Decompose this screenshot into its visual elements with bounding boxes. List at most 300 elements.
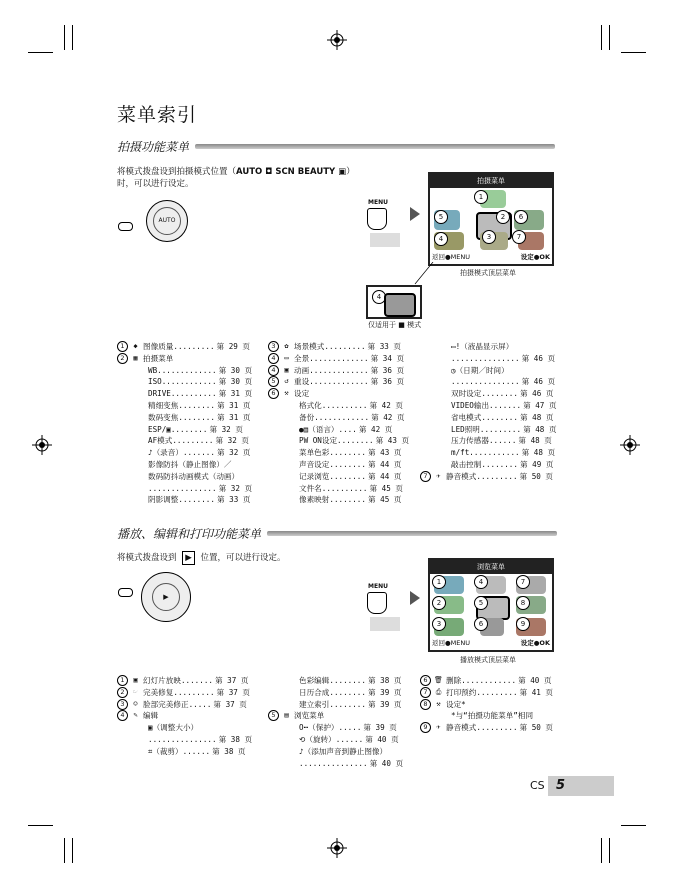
entry-dots: .............: [157, 365, 217, 375]
entry-indent: [117, 365, 131, 377]
entry-page: 第 48 页: [523, 424, 557, 434]
entry-icon: [282, 722, 296, 734]
index-entry: [117, 710, 252, 722]
entry-indent: [117, 734, 131, 746]
screen-title: 浏览菜单: [430, 560, 552, 574]
menu-button-icon: [367, 208, 387, 230]
index-entry: [268, 710, 403, 722]
index-entry: [268, 459, 409, 471]
entry-icon: ▭: [284, 353, 289, 362]
shutter-button-icon: [118, 588, 133, 597]
entry-dots: ........: [329, 471, 366, 481]
language-code: CS: [530, 779, 545, 792]
entry-dots: ........: [170, 424, 208, 434]
playback-icon: ▶: [182, 551, 195, 565]
set-label: 设定●OK: [520, 253, 550, 261]
entry-indent: [420, 435, 434, 447]
callout-7: 7: [512, 230, 526, 244]
entry-dots: .........: [173, 687, 215, 697]
index-entry: [117, 483, 252, 495]
entry-page: 第 46 页: [521, 353, 556, 363]
entry-label: 幻灯片放映: [143, 676, 181, 685]
entry-indent: [420, 424, 434, 436]
entry-icon: [131, 388, 145, 400]
index-entry: [117, 687, 252, 699]
index-entry: [117, 746, 252, 758]
index-entry: [420, 376, 557, 388]
movie-tile: [384, 293, 416, 317]
entry-indent: [420, 412, 434, 424]
index-entry: [117, 341, 252, 353]
entry-dots: .....: [188, 699, 212, 709]
entry-page: 第 37 页: [214, 676, 249, 685]
entry-icon: ☞: [133, 687, 138, 696]
entry-page: 第 37 页: [213, 699, 247, 709]
entry-indent: [268, 722, 282, 734]
crop-mark: [621, 52, 646, 53]
entry-page: 第 32 页: [215, 436, 249, 446]
index-entry: [117, 675, 252, 687]
entry-dots: .........: [476, 687, 518, 697]
movie-inset-screen: [366, 285, 422, 319]
crop-mark: [609, 25, 610, 50]
entry-icon: ⎙: [435, 687, 442, 696]
index-entry: [268, 471, 409, 483]
entry-page: 第 40 页: [369, 758, 404, 768]
entry-page: 第 44 页: [367, 459, 402, 469]
playback-index-col2: [268, 675, 403, 769]
index-entry: [268, 734, 403, 746]
entry-label: 设定*: [446, 699, 466, 709]
entry-page: 第 39 页: [367, 687, 402, 697]
entry-icon: [434, 388, 448, 400]
entry-label: 敲击控制: [451, 459, 482, 469]
arrow-right-icon: [410, 207, 420, 221]
entry-icon: [131, 734, 145, 746]
index-entry: [420, 722, 553, 734]
index-entry: [268, 400, 409, 412]
index-entry: [117, 424, 252, 436]
entry-indent: [268, 400, 282, 412]
entry-icon: [434, 412, 448, 424]
entry-indent: [117, 471, 131, 483]
entry-icon: [434, 710, 448, 722]
entry-indent: [268, 412, 282, 424]
movie-caption: 仅适用于 ■ 模式: [368, 321, 422, 329]
entry-indent: [268, 758, 282, 770]
index-entry: [268, 675, 403, 687]
entry-icon: [282, 494, 296, 506]
entry-page: 第 40 页: [365, 734, 399, 744]
section2-intro: [117, 551, 285, 565]
callout-6: 6: [474, 617, 488, 631]
entry-label: 影像防抖（静止图像）／: [148, 459, 232, 469]
menu-button-icon: [367, 592, 387, 614]
entry-label: ⌗（裁剪）: [148, 746, 183, 756]
entry-page: 第 48 页: [518, 436, 552, 446]
entry-indent: [268, 734, 282, 746]
entry-dots: ............: [461, 676, 517, 685]
entry-number-badge: 6: [268, 388, 279, 399]
entry-number-badge: 9: [420, 722, 431, 733]
entry-dots: .......: [180, 676, 213, 685]
entry-indent: [117, 424, 131, 436]
entry-label: 压力传感器: [451, 436, 489, 446]
entry-icon: ▤: [284, 711, 289, 720]
intro-text: ）: [346, 167, 355, 177]
index-entry: [420, 471, 557, 483]
entry-indent: [117, 746, 131, 758]
entry-label: ♪（添加声音到静止图像）: [299, 746, 388, 756]
entry-dots: .............: [309, 353, 369, 363]
entry-dots: .............: [309, 377, 369, 387]
entry-label: 双时设定: [451, 389, 482, 399]
entry-icon: [131, 494, 145, 506]
entry-page: 第 31 页: [216, 400, 251, 410]
entry-dots: ........: [329, 699, 366, 709]
index-entry: [268, 376, 409, 388]
section1-intro: [117, 166, 377, 190]
playback-index-col3: [420, 675, 553, 734]
entry-page: 第 42 页: [371, 412, 405, 422]
index-entry: [117, 471, 252, 483]
entry-indent: [268, 699, 282, 711]
entry-number-badge: 1: [117, 341, 128, 352]
playback-index-col1: [117, 675, 252, 758]
entry-icon: [434, 341, 448, 353]
entry-icon: [131, 483, 145, 495]
page-number: 5: [556, 778, 566, 793]
entry-number-badge: 7: [420, 687, 431, 698]
crop-mark: [601, 25, 602, 50]
entry-dots: ...............: [148, 734, 217, 744]
entry-dots: .....: [338, 723, 362, 733]
index-entry: [268, 388, 409, 400]
entry-page: 第 39 页: [367, 699, 402, 709]
intro-text: 时，可以进行设定。: [117, 179, 194, 189]
index-entry: [268, 494, 409, 506]
entry-icon: [434, 435, 448, 447]
entry-indent: [117, 483, 131, 495]
intro-text: 位置，可以进行设定。: [200, 553, 286, 563]
set-label: 设定●OK: [520, 639, 550, 647]
entry-icon: ✎: [133, 711, 138, 720]
index-entry: [420, 447, 557, 459]
entry-icon: [282, 734, 296, 746]
callout-4: 4: [474, 575, 488, 589]
callout-8: 8: [516, 596, 530, 610]
entry-indent: [117, 412, 131, 424]
section-divider: [267, 531, 557, 536]
entry-page: 第 40 页: [518, 676, 552, 685]
callout-1: 1: [432, 575, 446, 589]
callout-5: 5: [474, 596, 488, 610]
crop-mark: [64, 25, 65, 50]
callout-3: 3: [482, 230, 496, 244]
entry-dots: .........: [172, 436, 214, 446]
registration-mark-icon: [327, 30, 347, 50]
entry-label: 数码防抖动画模式（动画）: [148, 471, 240, 481]
callout-4: 4: [434, 232, 448, 246]
entry-page: 第 46 页: [519, 389, 554, 399]
movie-mode-icon: ▣: [338, 167, 347, 177]
index-entry: [117, 365, 252, 377]
entry-label: 静音模式: [446, 723, 477, 733]
entry-dots: ........: [481, 412, 518, 422]
entry-label: 色彩编辑: [299, 676, 330, 685]
entry-number-badge: 8: [420, 699, 431, 710]
entry-page: 第 36 页: [370, 377, 405, 387]
index-entry: [117, 400, 252, 412]
mode-dial-icon: ▶: [141, 572, 191, 622]
entry-icon: [434, 365, 448, 377]
entry-page: 第 42 页: [358, 424, 393, 434]
index-entry: [117, 435, 252, 447]
callout-4: 4: [372, 290, 386, 304]
entry-page: 第 38 页: [218, 734, 253, 744]
playback-menu-screen: [428, 558, 554, 652]
screen-caption: 播放模式顶层菜单: [460, 656, 516, 664]
entry-icon: [282, 483, 296, 495]
entry-page: 第 37 页: [216, 687, 251, 697]
entry-number-badge: 1: [117, 675, 128, 686]
entry-dots: .............: [309, 365, 369, 375]
entry-indent: [420, 710, 434, 722]
entry-dots: ........: [329, 676, 366, 685]
entry-number-badge: 5: [268, 710, 279, 721]
entry-icon: ✈: [436, 471, 441, 480]
crop-mark: [609, 838, 610, 863]
entry-indent: [268, 483, 282, 495]
entry-label: 拍摄菜单: [143, 353, 174, 363]
entry-page: 第 32 页: [218, 483, 253, 493]
entry-dots: ......: [488, 436, 517, 446]
entry-dots: .......: [489, 400, 522, 410]
entry-label: ♪（录音）: [148, 448, 183, 458]
registration-mark-icon: [327, 838, 347, 858]
section-heading-playback: [117, 525, 557, 542]
entry-page: 第 33 页: [367, 342, 402, 351]
entry-page: 第 48 页: [519, 412, 554, 422]
index-entry: [117, 722, 252, 734]
crop-mark: [28, 825, 53, 826]
entry-number-badge: 6: [420, 675, 431, 686]
entry-label: LED照明: [451, 424, 480, 434]
entry-icon: ☺: [133, 699, 138, 708]
camera-buttons-icon: [370, 233, 400, 247]
entry-label: AF模式: [148, 436, 173, 446]
entry-icon: [434, 424, 448, 436]
entry-page: 第 32 页: [216, 448, 251, 458]
entry-dots: .........: [324, 342, 366, 351]
entry-icon: [434, 459, 448, 471]
index-entry: [420, 400, 557, 412]
entry-page: 第 36 页: [370, 365, 405, 375]
entry-dots: ........: [481, 459, 518, 469]
crop-mark: [601, 838, 602, 863]
index-entry: [268, 699, 403, 711]
entry-icon: ◆: [133, 342, 138, 350]
entry-label: 备份: [299, 412, 315, 422]
entry-number-badge: 5: [268, 376, 279, 387]
entry-page: 第 43 页: [375, 436, 410, 446]
page-number-box: [548, 776, 614, 796]
mode-dial-icon: AUTO: [146, 200, 188, 242]
callout-2: 2: [432, 596, 446, 610]
entry-icon: [282, 471, 296, 483]
intro-text: 将模式拨盘设到拍摄模式位置（: [117, 167, 237, 177]
entry-number-badge: 2: [117, 687, 128, 698]
entry-page: 第 30 页: [218, 377, 253, 387]
entry-page: 第 47 页: [523, 400, 557, 410]
entry-icon: ▦: [133, 353, 138, 362]
shutter-button-icon: [118, 222, 133, 231]
entry-dots: ........: [178, 412, 215, 422]
entry-label: ▣（调整大小）: [148, 723, 199, 733]
entry-indent: [420, 388, 434, 400]
entry-dots: ........: [337, 436, 374, 446]
entry-dots: ........: [329, 495, 366, 505]
entry-label: WB: [148, 365, 158, 375]
entry-page: 第 49 页: [519, 459, 554, 469]
index-entry: [420, 699, 553, 711]
entry-indent: [268, 447, 282, 459]
entry-label: ●▤（语言）: [299, 424, 339, 434]
entry-label: 图像质量: [143, 342, 174, 351]
index-entry: [268, 722, 403, 734]
crop-mark: [72, 25, 73, 50]
entry-icon: ↺: [284, 377, 289, 386]
entry-page: 第 32 页: [209, 424, 243, 434]
entry-icon: [131, 459, 145, 471]
entry-label: 文件名: [299, 483, 322, 493]
entry-label: 精细变焦: [148, 400, 179, 410]
callout-9: 9: [516, 617, 530, 631]
entry-icon: ⚒: [436, 699, 441, 708]
entry-indent: [420, 400, 434, 412]
entry-icon: [131, 722, 145, 734]
callout-6: 6: [514, 210, 528, 224]
entry-dots: ...............: [451, 353, 520, 363]
registration-mark-icon: [32, 435, 52, 455]
arrow-right-icon: [410, 591, 420, 605]
index-entry: [117, 412, 252, 424]
index-entry: [117, 459, 252, 471]
entry-indent: [117, 388, 131, 400]
index-entry: [117, 353, 252, 365]
index-entry: [117, 376, 252, 388]
entry-dots: ......: [182, 746, 211, 756]
entry-icon: ✈: [436, 723, 441, 732]
index-entry: [268, 365, 409, 377]
index-entry: [420, 365, 557, 377]
entry-label: 声音设定: [299, 459, 330, 469]
entry-dots: .......: [182, 448, 215, 458]
entry-label: 静音模式: [446, 471, 477, 481]
entry-icon: [131, 365, 145, 377]
entry-indent: [117, 459, 131, 471]
screen-caption: 拍摄模式顶层菜单: [460, 269, 516, 277]
entry-dots: .........: [476, 723, 518, 733]
entry-indent: [268, 675, 282, 687]
entry-icon: [131, 746, 145, 758]
entry-icon: [282, 675, 296, 687]
entry-label: 像素映射: [299, 495, 330, 505]
entry-number-badge: 3: [117, 699, 128, 710]
entry-icon: [282, 687, 296, 699]
index-entry: [268, 483, 409, 495]
index-entry: [420, 353, 557, 365]
entry-icon: [131, 447, 145, 459]
entry-dots: ....: [338, 424, 357, 434]
entry-dots: ............: [161, 377, 217, 387]
entry-indent: [268, 687, 282, 699]
index-entry: [117, 447, 252, 459]
mode-icons: AUTO ◘ SCN BEAUTY: [236, 167, 339, 177]
entry-dots: ........: [178, 495, 215, 505]
entry-label: 场景模式: [294, 342, 325, 351]
entry-dots: ........: [481, 389, 518, 399]
entry-icon: [282, 400, 296, 412]
entry-label: 编辑: [143, 711, 159, 721]
entry-icon: [131, 376, 145, 388]
entry-label: O┅（保护）: [299, 723, 339, 733]
entry-icon: [282, 758, 296, 770]
entry-page: 第 42 页: [369, 400, 403, 410]
entry-icon: 🗑: [434, 676, 443, 684]
entry-label: ▭!（液晶显示屏）: [451, 342, 514, 351]
entry-indent: [420, 353, 434, 365]
index-entry: [420, 675, 553, 687]
entry-indent: [268, 435, 282, 447]
entry-number-badge: 4: [117, 710, 128, 721]
entry-icon: [434, 400, 448, 412]
page-title: 菜单索引: [117, 104, 198, 126]
index-entry: [420, 412, 557, 424]
entry-label: 阴影调整: [148, 495, 179, 505]
entry-page: 第 39 页: [363, 723, 397, 733]
entry-dots: ........: [329, 687, 366, 697]
index-entry: [420, 388, 557, 400]
index-entry: [268, 447, 409, 459]
entry-icon: [282, 699, 296, 711]
entry-label: 日历合成: [299, 687, 330, 697]
entry-page: 第 30 页: [218, 365, 253, 375]
shooting-menu-screen: [428, 172, 554, 266]
index-entry: [117, 494, 252, 506]
entry-page: 第 29 页: [216, 342, 251, 351]
entry-dots: ........: [178, 400, 215, 410]
entry-label: ⟲（旋转）: [299, 734, 336, 744]
crop-mark: [72, 838, 73, 863]
entry-indent: [117, 722, 131, 734]
entry-dots: .........: [476, 471, 518, 481]
entry-icon: [434, 447, 448, 459]
entry-label: DRIVE: [148, 389, 171, 399]
entry-page: 第 31 页: [216, 412, 251, 422]
callout-2: 2: [496, 210, 510, 224]
registration-mark-icon: [620, 435, 640, 455]
entry-number-badge: 4: [268, 353, 279, 364]
entry-icon: [434, 353, 448, 365]
index-entry: [420, 459, 557, 471]
index-entry: [268, 424, 409, 436]
entry-icon: [282, 459, 296, 471]
entry-icon: ⚒: [284, 389, 289, 398]
entry-dots: ...............: [451, 377, 520, 387]
entry-page: 第 34 页: [370, 353, 405, 363]
entry-dots: ........: [329, 448, 366, 458]
